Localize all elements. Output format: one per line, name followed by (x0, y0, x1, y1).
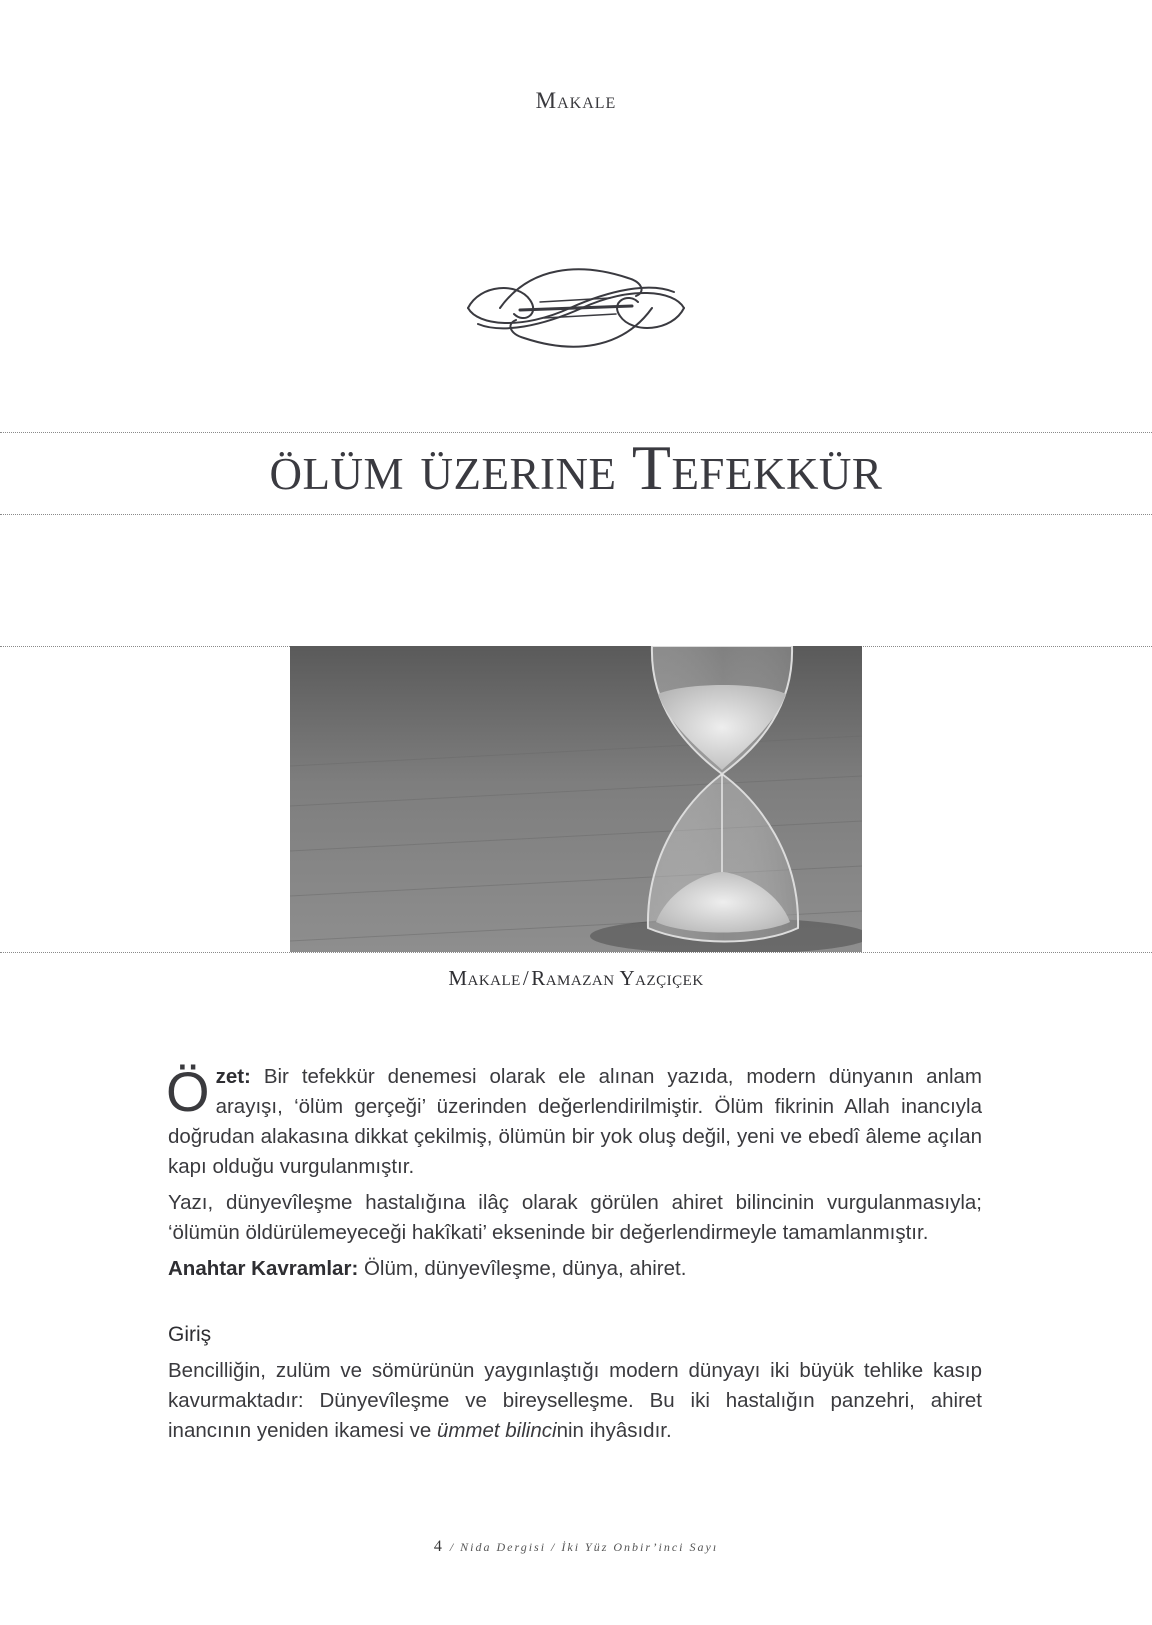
rule-bottom-title (0, 514, 1152, 515)
article-body (168, 1062, 982, 1452)
summary-label: zet: (215, 1065, 251, 1088)
intro-text-end: nin ihyâsıdır. (556, 1419, 672, 1442)
byline-separator: / (522, 966, 530, 990)
flourish-ornament-icon (460, 262, 692, 354)
summary-paragraph-2: Yazı, dünyevîleşme hastalığına ilâç olarak görülen ahiret bilincinin vurgulanmasıyla; ‘ölümün öldürülemeyeceği hakîkati’ ekseninde bir değerlendirmeyle tamamlanmıştır. (168, 1191, 982, 1244)
intro-paragraph (168, 1356, 982, 1446)
summary-text: Bir tefekkür denemesi olarak ele alınan yazıda, modern dünyanın anlam arayışı, ‘ölüm gerçeği’ üzerinden değerlendirilmiştir. Ölüm fikrinin Allah inancıyla doğrudan alakasına dikkat çekilmiş, ölümün bir yok oluş değil, yeni ve ebedî âleme açılan kapı olduğu vurgulanmıştır. (168, 1065, 982, 1178)
hourglass-photo (290, 646, 862, 952)
page-number: 4 (433, 1538, 444, 1555)
intro-italic: ümmet bilinci (436, 1419, 557, 1442)
rule-bottom-photo (0, 952, 1152, 953)
article-title: ölüm üzerine Tefekkür (269, 432, 883, 503)
summary-paragraph (168, 1062, 982, 1182)
byline-author: Ramazan Yazçiçek (531, 966, 704, 990)
section-heading-intro: Giriş (168, 1323, 212, 1346)
byline-section: Makale (448, 966, 521, 990)
keywords-text: Ölüm, dünyevîleşme, dünya, ahiret. (358, 1257, 687, 1280)
dropcap: Ö (166, 1060, 210, 1123)
footer-text: / Nida Dergisi / İki Yüz Onbir’inci Sayı (449, 1540, 719, 1554)
keywords-label: Anahtar Kavramlar: (168, 1257, 359, 1280)
section-header: Makale (535, 88, 617, 113)
page-footer (0, 1538, 1152, 1556)
article-byline (0, 966, 1152, 991)
intro-text: Bencilliğin, zulüm ve sömürünün yaygınlaştığı modern dünyayı iki büyük tehlike kasıp kavurmaktadır: Dünyevîleşme ve bireyselleşme. Bu iki hastalığın panzehri, ahiret inancının yeniden ikamesi ve (168, 1359, 982, 1442)
keywords-paragraph (168, 1254, 982, 1284)
